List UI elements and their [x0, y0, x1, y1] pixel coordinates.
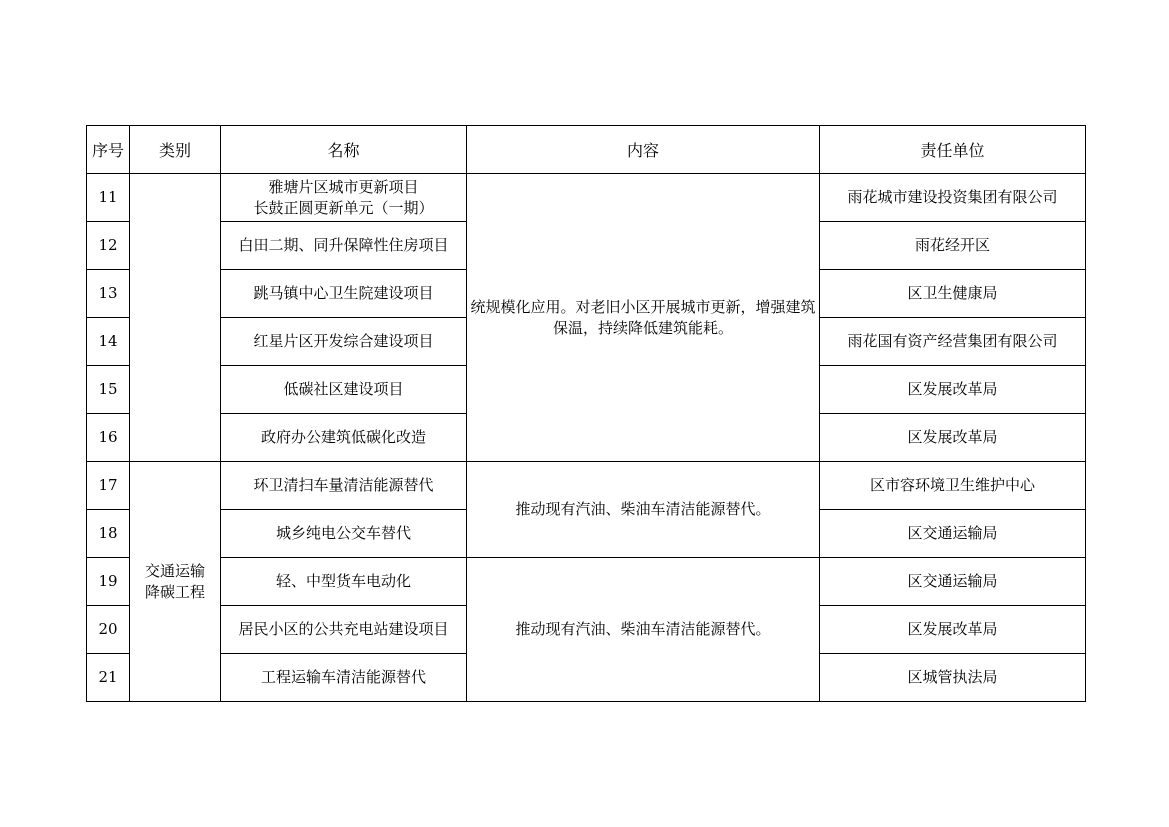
row-no: 14	[87, 318, 130, 366]
category-line: 交通运输	[144, 561, 205, 580]
row-unit: 雨花经开区	[820, 222, 1086, 270]
row-no: 11	[87, 174, 130, 222]
row-unit: 雨花国有资产经营集团有限公司	[820, 318, 1086, 366]
row-name: 红星片区开发综合建设项目	[221, 318, 467, 366]
content-cell: 推动现有汽油、柴油车清洁能源替代。	[467, 558, 820, 702]
table-row	[87, 462, 1086, 510]
row-no: 19	[87, 558, 130, 606]
row-no: 15	[87, 366, 130, 414]
row-no: 20	[87, 606, 130, 654]
header-name: 名称	[221, 126, 467, 174]
category-cell-transport	[130, 462, 221, 702]
row-unit: 区交通运输局	[820, 558, 1086, 606]
row-no: 18	[87, 510, 130, 558]
header-category: 类别	[130, 126, 221, 174]
table-row	[87, 174, 1086, 222]
row-unit: 区发展改革局	[820, 606, 1086, 654]
row-name: 居民小区的公共充电站建设项目	[221, 606, 467, 654]
row-no: 16	[87, 414, 130, 462]
row-name: 政府办公建筑低碳化改造	[221, 414, 467, 462]
category-line: 降碳工程	[144, 582, 205, 601]
row-name: 环卫清扫车量清洁能源替代	[221, 462, 467, 510]
row-unit: 区城管执法局	[820, 654, 1086, 702]
row-unit: 雨花城市建设投资集团有限公司	[820, 174, 1086, 222]
row-name: 城乡纯电公交车替代	[221, 510, 467, 558]
header-row	[87, 126, 1086, 174]
category-cell-building	[130, 174, 221, 462]
row-unit: 区市容环境卫生维护中心	[820, 462, 1086, 510]
project-table	[86, 125, 1086, 702]
row-no: 13	[87, 270, 130, 318]
row-name: 白田二期、同升保障性住房项目	[221, 222, 467, 270]
content-cell: 统规模化应用。对老旧小区开展城市更新，增强建筑保温，持续降低建筑能耗。	[467, 174, 820, 462]
row-no: 12	[87, 222, 130, 270]
row-unit: 区发展改革局	[820, 366, 1086, 414]
row-unit: 区发展改革局	[820, 414, 1086, 462]
header-unit: 责任单位	[820, 126, 1086, 174]
row-name	[221, 174, 467, 222]
row-no: 21	[87, 654, 130, 702]
table-row	[87, 558, 1086, 606]
row-no: 17	[87, 462, 130, 510]
row-unit: 区交通运输局	[820, 510, 1086, 558]
row-unit: 区卫生健康局	[820, 270, 1086, 318]
row-name: 低碳社区建设项目	[221, 366, 467, 414]
row-name: 跳马镇中心卫生院建设项目	[221, 270, 467, 318]
row-name-line: 长鼓正圆更新单元（一期）	[253, 198, 434, 217]
header-content: 内容	[467, 126, 820, 174]
header-no: 序号	[87, 126, 130, 174]
row-name: 工程运输车清洁能源替代	[221, 654, 467, 702]
row-name: 轻、中型货车电动化	[221, 558, 467, 606]
content-cell: 推动现有汽油、柴油车清洁能源替代。	[467, 462, 820, 558]
row-name-line: 雅塘片区城市更新项目	[268, 177, 419, 196]
